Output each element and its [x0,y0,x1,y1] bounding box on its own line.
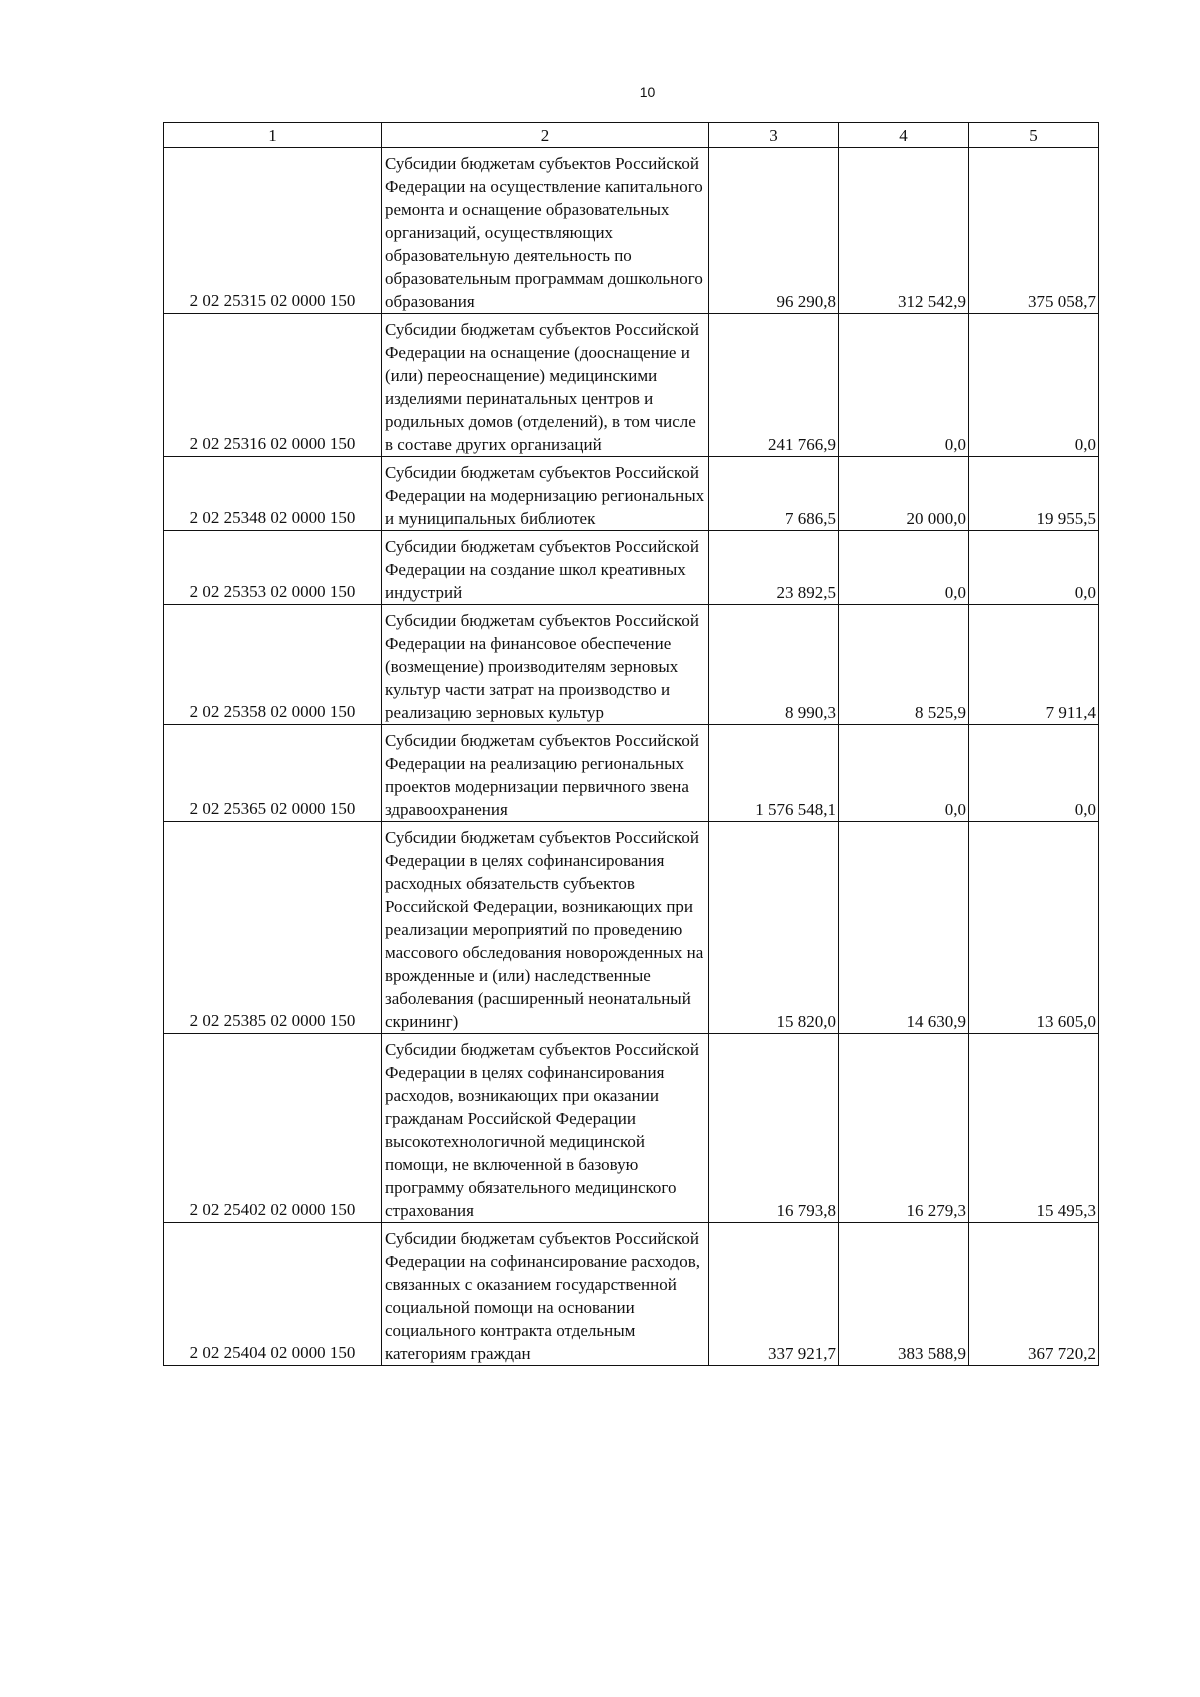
amount-col4: 20 000,0 [839,457,969,531]
amount-col3: 15 820,0 [709,822,839,1034]
amount-col5: 0,0 [969,314,1099,457]
amount-col5: 0,0 [969,531,1099,605]
subsidy-name: Субсидии бюджетам субъектов Российской Федерации на осуществление капитального ремонта и оснащение образовательных организаций, осуществляющих образовательную деятельность по образовательным программам дошкольного образования [382,148,709,314]
budget-code: 2 02 25402 02 0000 150 [164,1034,382,1223]
budget-code: 2 02 25348 02 0000 150 [164,457,382,531]
amount-col4: 14 630,9 [839,822,969,1034]
budget-code: 2 02 25404 02 0000 150 [164,1223,382,1366]
amount-col3: 241 766,9 [709,314,839,457]
amount-col4: 0,0 [839,531,969,605]
subsidy-name: Субсидии бюджетам субъектов Российской Федерации на оснащение (дооснащение и (или) переоснащение) медицинскими изделиями перинатальных центров и родильных домов (отделений), в том числе в составе других организаций [382,314,709,457]
amount-col5: 0,0 [969,725,1099,822]
amount-col3: 16 793,8 [709,1034,839,1223]
amount-col5: 19 955,5 [969,457,1099,531]
amount-col5: 15 495,3 [969,1034,1099,1223]
subsidy-name: Субсидии бюджетам субъектов Российской Федерации в целях софинансирования расходов, возникающих при оказании гражданам Российской Федерации высокотехнологичной медицинской помощи, не включенной в базовую программу обязательного медицинского страхования [382,1034,709,1223]
amount-col5: 375 058,7 [969,148,1099,314]
table-row [164,822,1099,1034]
amount-col3: 23 892,5 [709,531,839,605]
budget-code: 2 02 25358 02 0000 150 [164,605,382,725]
amount-col5: 367 720,2 [969,1223,1099,1366]
column-header: 3 [709,123,839,148]
amount-col4: 0,0 [839,314,969,457]
subsidy-name: Субсидии бюджетам субъектов Российской Федерации на софинансирование расходов, связанных с оказанием государственной социальной помощи на основании социального контракта отдельным категориям граждан [382,1223,709,1366]
amount-col3: 337 921,7 [709,1223,839,1366]
amount-col5: 7 911,4 [969,605,1099,725]
column-header: 1 [164,123,382,148]
table-row [164,457,1099,531]
table-row [164,148,1099,314]
amount-col4: 8 525,9 [839,605,969,725]
subsidy-name: Субсидии бюджетам субъектов Российской Федерации на модернизацию региональных и муниципальных библиотек [382,457,709,531]
subsidy-name: Субсидии бюджетам субъектов Российской Федерации на реализацию региональных проектов модернизации первичного звена здравоохранения [382,725,709,822]
amount-col3: 1 576 548,1 [709,725,839,822]
table-row [164,1223,1099,1366]
amount-col4: 312 542,9 [839,148,969,314]
budget-code: 2 02 25385 02 0000 150 [164,822,382,1034]
subsidy-name: Субсидии бюджетам субъектов Российской Федерации на финансовое обеспечение (возмещение) производителям зерновых культур части затрат на производство и реализацию зерновых культур [382,605,709,725]
table-row [164,531,1099,605]
page-number: 10 [639,84,656,100]
subsidy-name: Субсидии бюджетам субъектов Российской Федерации на создание школ креативных индустрий [382,531,709,605]
table-row [164,314,1099,457]
column-header: 2 [382,123,709,148]
amount-col5: 13 605,0 [969,822,1099,1034]
column-header: 5 [969,123,1099,148]
amount-col3: 8 990,3 [709,605,839,725]
budget-code: 2 02 25315 02 0000 150 [164,148,382,314]
budget-code: 2 02 25365 02 0000 150 [164,725,382,822]
column-header: 4 [839,123,969,148]
budget-code: 2 02 25353 02 0000 150 [164,531,382,605]
amount-col3: 96 290,8 [709,148,839,314]
amount-col3: 7 686,5 [709,457,839,531]
table-row [164,605,1099,725]
amount-col4: 383 588,9 [839,1223,969,1366]
budget-code: 2 02 25316 02 0000 150 [164,314,382,457]
table-row [164,725,1099,822]
table-header-row [164,123,1099,148]
budget-table [163,122,1099,1366]
amount-col4: 16 279,3 [839,1034,969,1223]
amount-col4: 0,0 [839,725,969,822]
subsidy-name: Субсидии бюджетам субъектов Российской Федерации в целях софинансирования расходных обязательств субъектов Российской Федерации, возникающих при реализации мероприятий по проведению массового обследования новорожденных на врожденные и (или) наследственные заболевания (расширенный неонатальный скрининг) [382,822,709,1034]
table-row [164,1034,1099,1223]
